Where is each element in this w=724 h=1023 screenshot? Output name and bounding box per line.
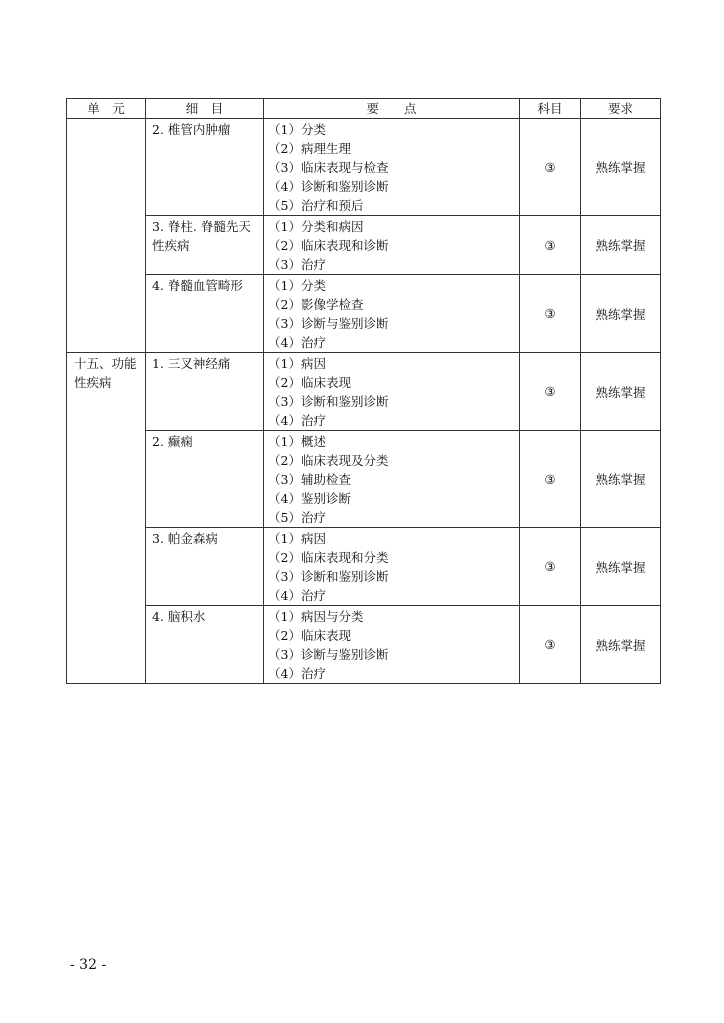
subject-cell: ③ xyxy=(520,528,581,606)
table-row xyxy=(67,431,661,528)
table-row xyxy=(67,216,661,275)
point-item: （4）治疗 xyxy=(268,666,326,681)
requirement-cell: 熟练掌握 xyxy=(581,431,661,528)
requirement-cell: 熟练掌握 xyxy=(581,119,661,216)
syllabus-table xyxy=(66,98,661,684)
points-cell xyxy=(264,119,520,216)
point-item: （2）影像学检查 xyxy=(268,297,364,312)
table-row xyxy=(67,119,661,216)
point-item: （3）诊断和鉴别诊断 xyxy=(268,394,389,409)
point-item: （3）辅助检查 xyxy=(268,472,351,487)
subject-cell: ③ xyxy=(520,119,581,216)
point-item: （2）病理生理 xyxy=(268,141,351,156)
header-unit: 单 元 xyxy=(67,99,146,119)
detail-cell: 4. 脊髓血管畸形 xyxy=(146,275,264,353)
table-row xyxy=(67,353,661,431)
point-item: （3）诊断和鉴别诊断 xyxy=(268,569,389,584)
point-item: （1）分类 xyxy=(268,122,326,137)
point-item: （4）鉴别诊断 xyxy=(268,491,351,506)
detail-cell: 3. 脊柱. 脊髓先天性疾病 xyxy=(146,216,264,275)
unit-cell: 十五、功能性疾病 xyxy=(67,353,146,684)
points-cell xyxy=(264,528,520,606)
point-item: （2）临床表现 xyxy=(268,375,351,390)
point-item: （5）治疗 xyxy=(268,510,326,525)
point-item: （4）治疗 xyxy=(268,413,326,428)
header-subject: 科目 xyxy=(520,99,581,119)
point-item: （1）分类和病因 xyxy=(268,219,364,234)
point-item: （2）临床表现和诊断 xyxy=(268,238,389,253)
table-row xyxy=(67,528,661,606)
point-item: （1）概述 xyxy=(268,434,326,449)
header-requirement: 要求 xyxy=(581,99,661,119)
subject-cell: ③ xyxy=(520,606,581,684)
detail-cell: 1. 三叉神经痛 xyxy=(146,353,264,431)
subject-cell: ③ xyxy=(520,216,581,275)
point-item: （4）诊断和鉴别诊断 xyxy=(268,179,389,194)
points-cell xyxy=(264,606,520,684)
requirement-cell: 熟练掌握 xyxy=(581,353,661,431)
table-header-row xyxy=(67,99,661,119)
point-item: （4）治疗 xyxy=(268,335,326,350)
requirement-cell: 熟练掌握 xyxy=(581,528,661,606)
requirement-cell: 熟练掌握 xyxy=(581,216,661,275)
point-item: （3）诊断与鉴别诊断 xyxy=(268,316,389,331)
page-number: - 32 - xyxy=(70,957,107,973)
detail-cell: 3. 帕金森病 xyxy=(146,528,264,606)
point-item: （3）治疗 xyxy=(268,257,326,272)
subject-cell: ③ xyxy=(520,353,581,431)
subject-cell: ③ xyxy=(520,431,581,528)
header-points: 要 点 xyxy=(264,99,520,119)
table-row xyxy=(67,606,661,684)
point-item: （3）临床表现与检查 xyxy=(268,160,389,175)
header-detail: 细 目 xyxy=(146,99,264,119)
point-item: （1）分类 xyxy=(268,278,326,293)
point-item: （3）诊断与鉴别诊断 xyxy=(268,647,389,662)
points-cell xyxy=(264,431,520,528)
detail-cell: 2. 椎管内肿瘤 xyxy=(146,119,264,216)
subject-cell: ③ xyxy=(520,275,581,353)
point-item: （1）病因 xyxy=(268,356,326,371)
point-item: （2）临床表现及分类 xyxy=(268,453,389,468)
point-item: （1）病因 xyxy=(268,531,326,546)
point-item: （1）病因与分类 xyxy=(268,609,364,624)
unit-cell xyxy=(67,119,146,353)
detail-cell: 2. 癫痫 xyxy=(146,431,264,528)
point-item: （2）临床表现和分类 xyxy=(268,550,389,565)
points-cell xyxy=(264,216,520,275)
requirement-cell: 熟练掌握 xyxy=(581,606,661,684)
detail-cell: 4. 脑积水 xyxy=(146,606,264,684)
point-item: （5）治疗和预后 xyxy=(268,198,364,213)
points-cell xyxy=(264,275,520,353)
requirement-cell: 熟练掌握 xyxy=(581,275,661,353)
points-cell xyxy=(264,353,520,431)
point-item: （4）治疗 xyxy=(268,588,326,603)
table-row xyxy=(67,275,661,353)
point-item: （2）临床表现 xyxy=(268,628,351,643)
